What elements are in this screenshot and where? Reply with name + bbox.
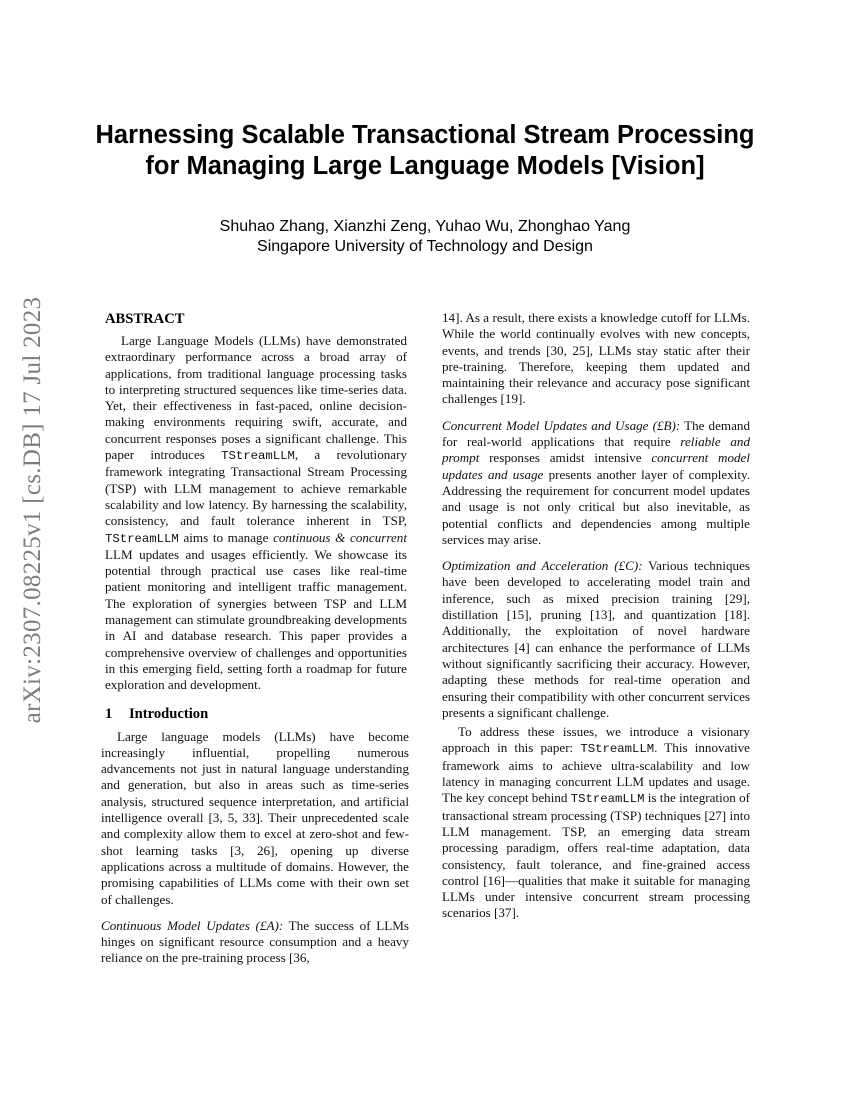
author-names: Shuhao Zhang, Xianzhi Zeng, Yuhao Wu, Zhonghao Yang: [219, 218, 631, 235]
system-name: TStreamLLM: [570, 792, 645, 807]
abstract-emphasis: continuous & concurrent: [273, 529, 407, 545]
intro-paragraph-2: [101, 918, 409, 967]
paragraph-text: responses amidst intensive: [479, 450, 652, 466]
left-column: [101, 310, 409, 967]
paragraph-text: To address these issues, we introduce a visionary approach in this paper:: [442, 724, 750, 756]
abstract-text: aims to manage: [178, 529, 274, 545]
approach-paragraph: [442, 724, 750, 922]
section-title: Introduction: [129, 705, 209, 722]
system-name: TStreamLLM: [580, 742, 655, 757]
paper-title-line-1: Harnessing Scalable Transactional Stream Processing: [95, 121, 755, 149]
paragraph-heading: Concurrent Model Updates and Usage (£B):: [442, 417, 681, 433]
continuation-paragraph: 14]. As a result, there exists a knowledge cutoff for LLMs. While the world continually evolves with new concepts, events, and trends [30, 25], LLMs stay static after their pre-training. Therefore, keeping them updated and maintaining their relevance and accuracy pose significant challenges [19].: [442, 310, 750, 407]
paper-title-line-2: for Managing Large Language Models [Vision]: [145, 152, 705, 180]
paragraph-emphasis: reliable and prompt: [442, 434, 750, 466]
paragraph-heading: Optimization and Acceleration (£C):: [442, 558, 643, 574]
intro-paragraph-1: Large language models (LLMs) have become increasingly influential, propelling numerous advancements not just in natural language understanding and generation, but also in areas such as time-series analysis, structured sequence interpretation, and artificial intelligence overall [3, 5, 33]. Their unprecedented scale and complexity allow them to excel at zero-shot and few-shot learning tasks [3, 26], opening up diverse applications across a multitude of domains. However, the promising capabilities of LLMs come with their own set of challenges.: [101, 728, 409, 907]
author-block: [60, 217, 790, 257]
concurrent-updates-paragraph: [442, 418, 750, 548]
paragraph-text: Various techniques have been developed to accelerating model train and inference, such as mixed precision training [29], distillation [15], pruning [13], and quantization [18]. Additionally, the exploitation of novel hardware architectures [4] can enhance the performance of LLMs without significantly sacrificing their accuracy. However, adapting these methods for real-time operation and ensuring their compatibility with other concurrent services presents a significant challenge.: [442, 558, 750, 720]
abstract-text: Large Language Models (LLMs) have demonstrated extraordinary performance across a broad array of applications, from traditional language processing tasks to interpreting structured sequences like time-series data. Yet, their effectiveness in fast-paced, online decision-making environments requiring swift, accurate, and concurrent responses poses a significant challenge. This paper introduces: [105, 333, 407, 463]
paragraph-text: presents another layer of complexity. Addressing the requirement for concurrent model updates and usage is not only critical but also inevitable, as potential conflicts and dependencies among multiple services may arise.: [442, 466, 751, 547]
paper-title: [60, 120, 790, 182]
system-name: TStreamLLM: [105, 531, 179, 546]
paragraph-heading: Continuous Model Updates (£A):: [101, 917, 284, 933]
author-affiliation: Singapore University of Technology and Design: [257, 238, 593, 255]
arxiv-identifier-text: arXiv:2307.08225v1 [cs.DB] 17 Jul 2023: [19, 296, 46, 724]
abstract-text: LLM updates and usages efficiently. We showcase its potential through practical use cases like real-time patient monitoring and intelligent traffic management. The exploration of synergies between TSP and LLM management can stimulate groundbreaking developments in AI and database research. This paper provides a comprehensive overview of challenges and opportunities in this emerging field, setting forth a roadmap for future exploration and development.: [105, 546, 407, 693]
section-heading-introduction: [101, 705, 409, 724]
system-name: TStreamLLM: [221, 449, 295, 464]
paragraph-text: The success of LLMs hinges on significant resource consumption and a heavy reliance on the pre-training process [36,: [101, 917, 409, 966]
paragraph-text: . This innovative framework aims to achieve ultra-scalability and low latency in managing concurrent LLM updates and usage. The key concept behind: [442, 740, 750, 806]
paragraph-emphasis: concurrent model updates and usage: [442, 450, 750, 482]
section-number: 1: [105, 705, 113, 722]
right-column: [442, 310, 750, 922]
abstract-heading: ABSTRACT: [105, 311, 185, 327]
paragraph-text: is the integration of transactional stream processing (TSP) techniques [27] into LLM management. TSP, an emerging data stream processing paradigm, offers real-time adaptation, data consistency, fault tolerance, and fine-grained access control [16]—qualities that make it suitable for managing LLMs under intensive concurrent stream processing scenarios [37].: [442, 790, 750, 921]
optimization-paragraph: [442, 558, 750, 721]
abstract-paragraph: [105, 333, 407, 694]
arxiv-identifier: [8, 296, 58, 724]
abstract-body: [101, 333, 409, 694]
abstract-text: , a revolutionary framework integrating Transactional Stream Processing (TSP) with LLM management to achieve remarkable scalability and low latency. By harnessing the scalability, consistency, and fault tolerance inherent in TSP,: [105, 447, 408, 529]
paragraph-text: The demand for real-world applications that require: [442, 417, 750, 450]
